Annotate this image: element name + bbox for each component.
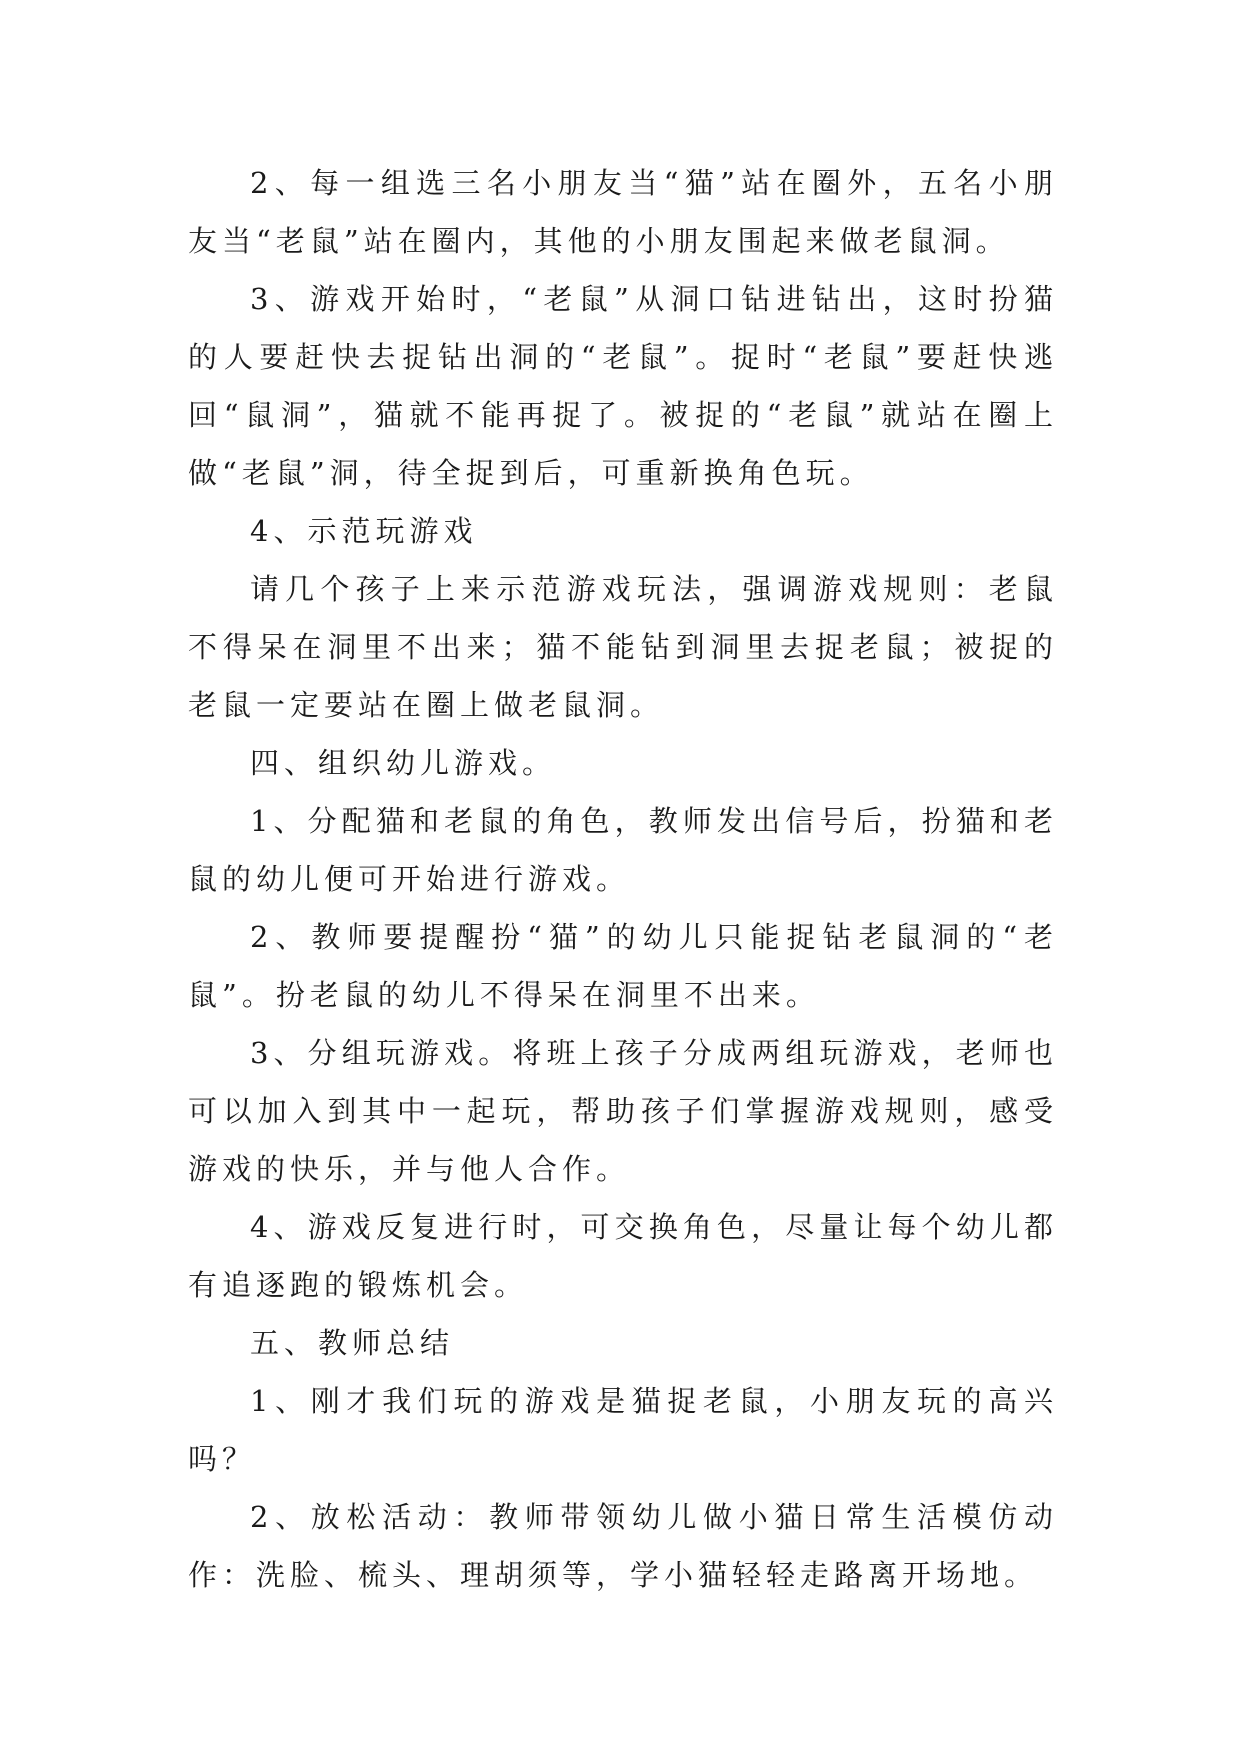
section-heading-organize: 四、组织幼儿游戏。 <box>250 746 557 780</box>
paragraph-organize-3: 3、分组玩游戏。将班上孩子分成两组玩游戏，老师也可以加入到其中一起玩，帮助孩子们掌握游戏规则，感受游戏的快乐，并与他人合作。 <box>188 1036 1058 1186</box>
section-heading-summary: 五、教师总结 <box>250 1326 455 1360</box>
paragraph-organize-4: 4、游戏反复进行时，可交换角色，尽量让每个幼儿都有追逐跑的锻炼机会。 <box>188 1210 1058 1302</box>
paragraph-rule-2: 2、每一组选三名小朋友当“猫”站在圈外，五名小朋友当“老鼠”站在圈内，其他的小朋友围起来做老鼠洞。 <box>188 166 1058 258</box>
paragraph-summary-2: 2、放松活动：教师带领幼儿做小猫日常生活模仿动作：洗脸、梳头、理胡须等，学小猫轻轻走路离开场地。 <box>188 1500 1058 1592</box>
paragraph-organize-1: 1、分配猫和老鼠的角色，教师发出信号后，扮猫和老鼠的幼儿便可开始进行游戏。 <box>188 804 1058 896</box>
paragraph-rule-3: 3、游戏开始时，“老鼠”从洞口钻进钻出，这时扮猫的人要赶快去捉钻出洞的“老鼠”。捉时“老鼠”要赶快逃回“鼠洞”，猫就不能再捉了。被捉的“老鼠”就站在圈上做“老鼠”洞，待全捉到后，可重新换角色玩。 <box>188 282 1058 490</box>
paragraph-demo-heading: 4、示范玩游戏 <box>250 514 478 548</box>
paragraph-summary-1: 1、刚才我们玩的游戏是猫捉老鼠，小朋友玩的高兴吗？ <box>188 1384 1058 1476</box>
paragraph-organize-2: 2、教师要提醒扮“猫”的幼儿只能捉钻老鼠洞的“老鼠”。扮老鼠的幼儿不得呆在洞里不出来。 <box>188 920 1058 1012</box>
document-body <box>188 154 1058 1604</box>
paragraph-demo-body: 请几个孩子上来示范游戏玩法，强调游戏规则：老鼠不得呆在洞里不出来；猫不能钻到洞里去捉老鼠；被捉的老鼠一定要站在圈上做老鼠洞。 <box>188 572 1058 722</box>
